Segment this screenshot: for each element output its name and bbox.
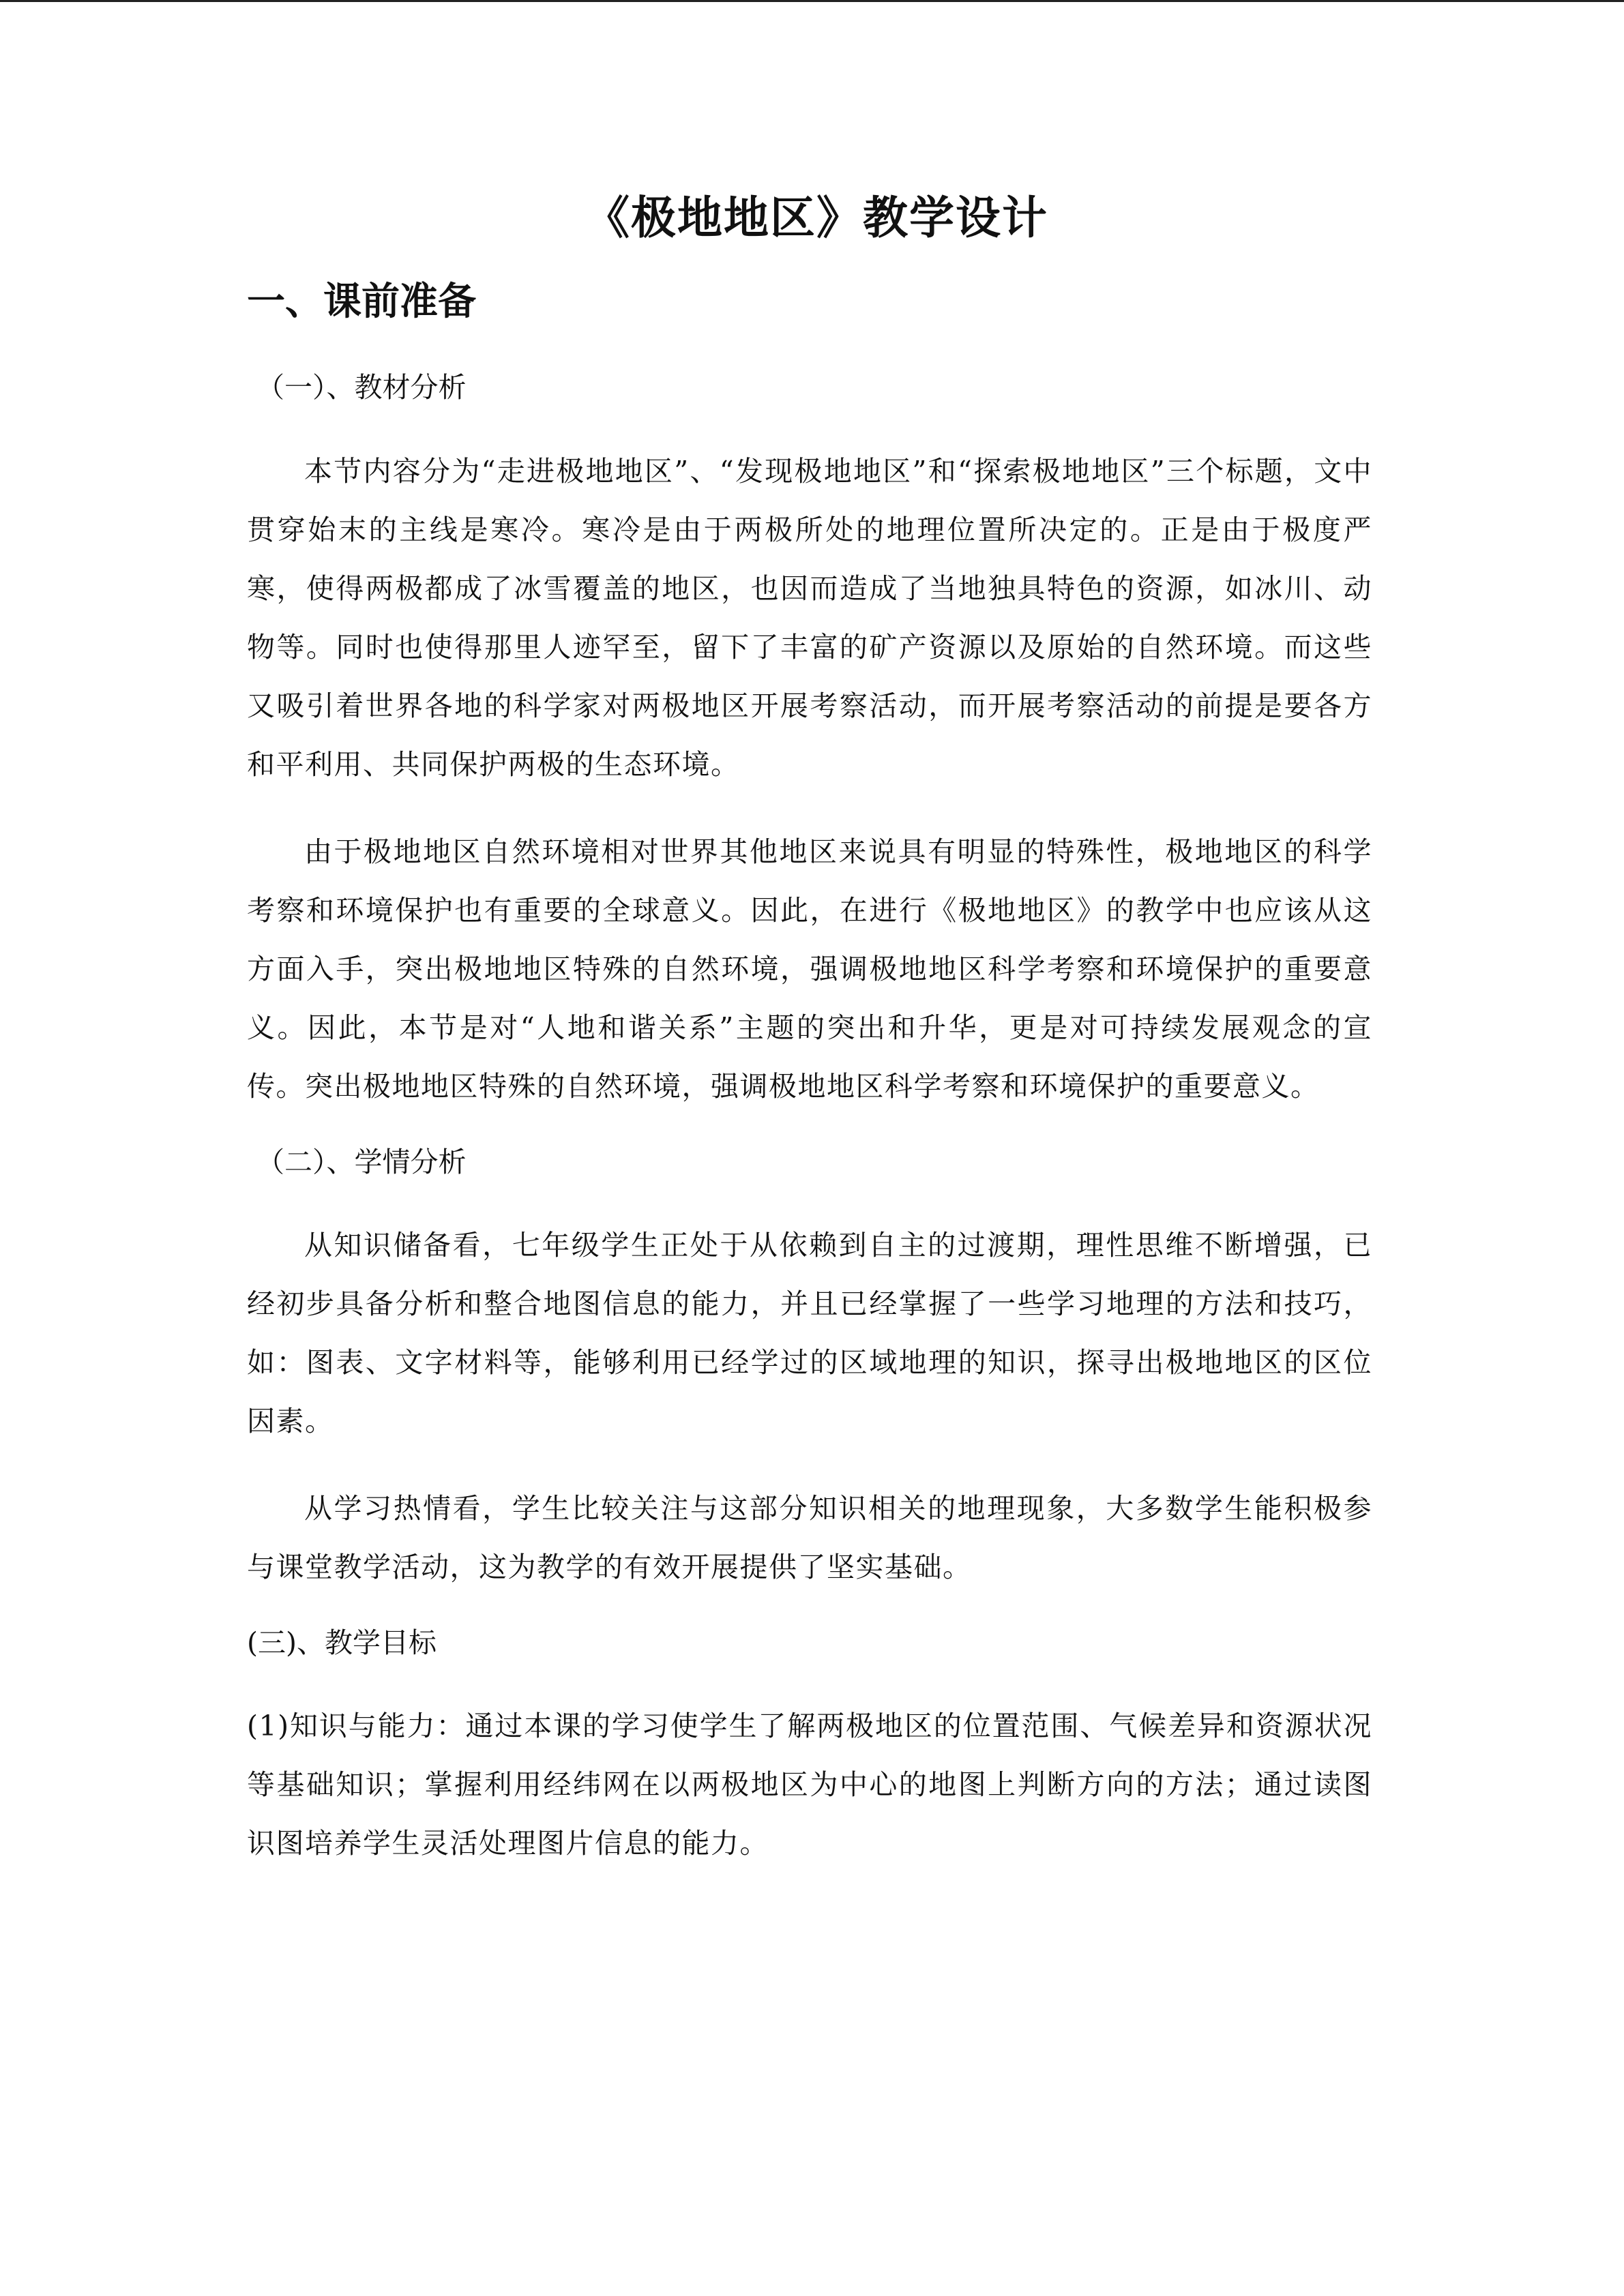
subsection-heading-student-analysis: （二）、学情分析 — [256, 1145, 467, 1178]
paragraph: 从知识储备看，七年级学生正处于从依赖到自主的过渡期，理性思维不断增强，已经初步具备分析和整合地图信息的能力，并且已经掌握了一些学习地理的方法和技巧，如：图表、文字材料等，能够利用已经学过的区域地理的知识，探寻出极地地区的区位因素。 — [247, 1228, 1372, 1437]
top-border-line — [0, 0, 1624, 2]
subsection-heading-teaching-goals: (三)、教学目标 — [247, 1626, 437, 1659]
document-page — [247, 191, 1372, 1901]
subsection-heading-textbook-analysis: （一）、教材分析 — [256, 371, 467, 404]
paragraph: 由于极地地区自然环境相对世界其他地区来说具有明显的特殊性，极地地区的科学考察和环境保护也有重要的全球意义。因此，在进行《极地地区》的教学中也应该从这方面入手，突出极地地区特殊的自然环境，强调极地地区科学考察和环境保护的重要意义。因此，本节是对“人地和谐关系”主题的突出和升华，更是对可持续发展观念的宣传。突出极地地区特殊的自然环境，强调极地地区科学考察和环境保护的重要意义。 — [247, 835, 1372, 1103]
paragraph: 从学习热情看，学生比较关注与这部分知识相关的地理现象，大多数学生能积极参与课堂教学活动，这为教学的有效开展提供了坚实基础。 — [247, 1491, 1372, 1583]
paragraph: (1)知识与能力：通过本课的学习使学生了解两极地区的位置范围、气候差异和资源状况等基础知识；掌握利用经纬网在以两极地区为中心的地图上判断方向的方法；通过读图识图培养学生灵活处理图片信息的能力。 — [247, 1710, 1372, 1860]
paragraph: 本节内容分为“走进极地地区”、“发现极地地区”和“探索极地地区”三个标题，文中贯穿始末的主线是寒冷。寒冷是由于两极所处的地理位置所决定的。正是由于极度严寒，使得两极都成了冰雪覆盖的地区，也因而造成了当地独具特色的资源，如冰川、动物等。同时也使得那里人迹罕至，留下了丰富的矿产资源以及原始的自然环境。而这些又吸引着世界各地的科学家对两极地区开展考察活动，而开展考察活动的前提是要各方和平利用、共同保护两极的生态环境。 — [247, 454, 1372, 781]
document-title: 《极地地区》教学设计 — [585, 191, 1048, 244]
section-heading-preparation: 一、课前准备 — [247, 279, 476, 325]
